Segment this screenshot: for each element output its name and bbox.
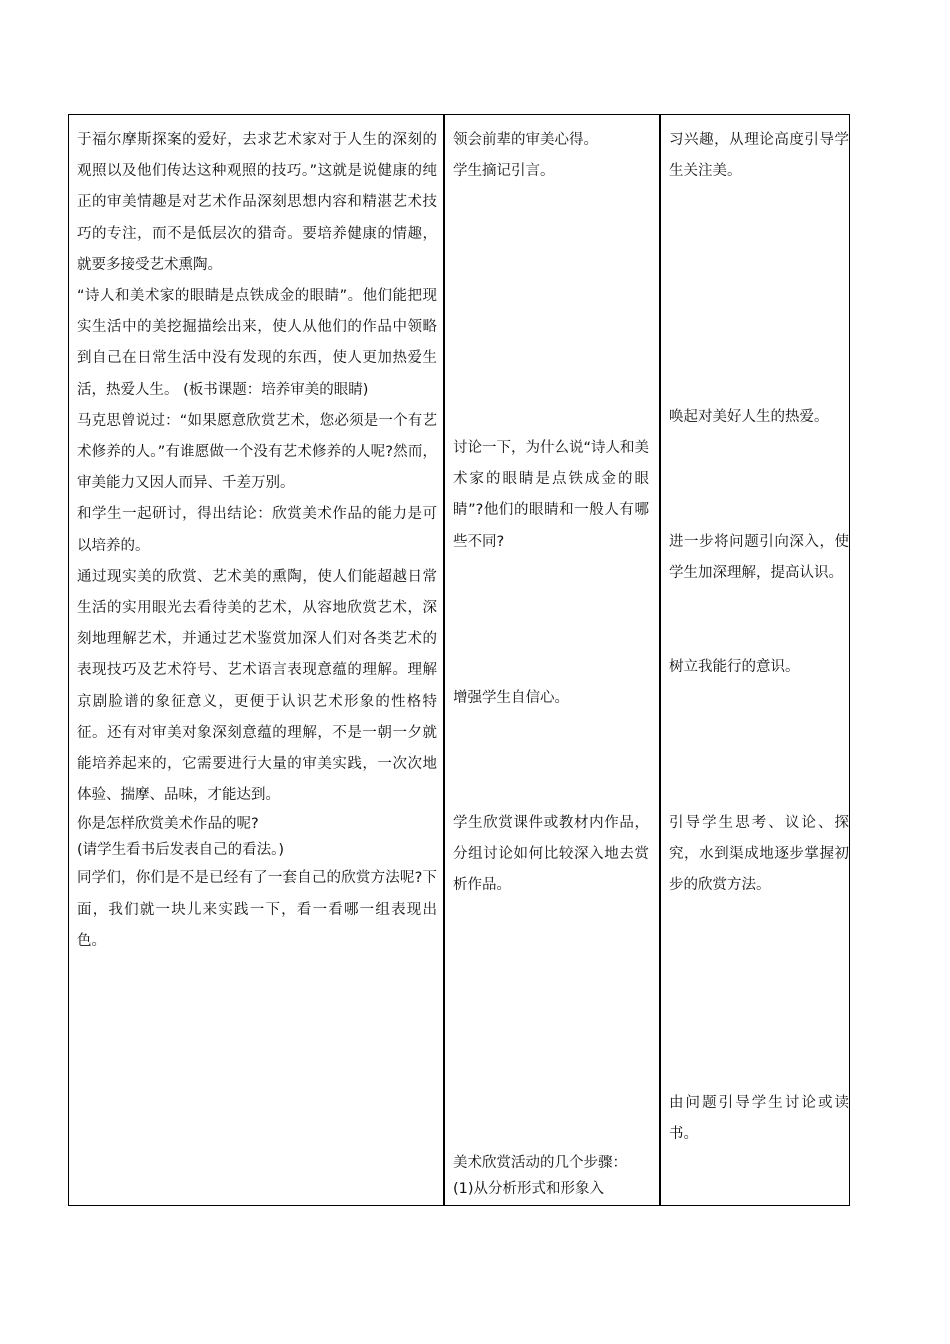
intent-block-2	[669, 402, 849, 433]
intent-block-4	[669, 652, 849, 683]
student-block-2	[453, 433, 649, 558]
content-paragraph-5: 通过现实美的欣赏、艺术美的熏陶，使人们能超越日常生活的实用眼光去看待美的艺术，从容地欣赏艺术，深刻地理解艺术，并通过艺术鉴赏加深人们对各类艺术的表现技巧及艺术符号、艺术语言表现意蕴的理解。理解京剧脸谱的象征意义，更便于认识艺术形象的性格特征。还有对审美对象深刻意蕴的理解，不是一朝一夕就能培养起来的，它需要进行大量的审美实践，一次次地体验、揣摩、品味，才能达到。	[77, 568, 437, 804]
student-text-3: 讨论一下，为什么说“诗人和美术家的眼睛是点铁成金的眼睛”?他们的眼睛和一般人有哪些不同?	[453, 440, 650, 550]
student-text-4: 增强学生自信心。	[453, 690, 569, 706]
student-text-1: 领会前辈的审美心得。	[453, 132, 598, 148]
intent-text-5: 引导学生思考、议论、探究，水到渠成地逐步掌握初步的欣赏方法。	[669, 815, 849, 894]
intent-text-6: 由问题引导学生讨论或读书。	[669, 1095, 849, 1143]
teaching-content-column	[69, 115, 445, 1205]
student-text-7: (1)从分析形式和形象入	[453, 1181, 605, 1197]
teaching-content-text	[77, 125, 437, 957]
intent-block-6	[669, 1088, 849, 1150]
intent-text-4: 树立我能行的意识。	[669, 659, 800, 675]
intent-block-5	[669, 808, 849, 902]
lesson-plan-table	[68, 114, 850, 1206]
student-text-6: 美术欣赏活动的几个步骤：	[453, 1155, 627, 1171]
student-block-4	[453, 808, 649, 902]
content-paragraph-6: 你是怎样欣赏美术作品的呢?	[77, 816, 259, 833]
intent-text-2: 唤起对美好人生的热爱。	[669, 409, 829, 425]
intent-text-3: 进一步将问题引向深入，使学生加深理解，提高认识。	[669, 534, 849, 582]
intent-block-3	[669, 527, 849, 589]
student-activity-column	[445, 115, 661, 1205]
content-paragraph-3: 马克思曾说过：“如果愿意欣赏艺术，您必须是一个有艺术修养的人。”有谁愿做一个没有艺术修养的人呢?然而，审美能力又因人而异、千差万别。	[77, 412, 437, 492]
content-paragraph-8: 同学们，你们是不是已经有了一套自己的欣赏方法呢?下面，我们就一块儿来实践一下，看一看哪一组表现出色。	[77, 870, 437, 949]
student-text-5: 学生欣赏课件或教材内作品，分组讨论如何比较深入地去赏析作品。	[453, 815, 649, 894]
content-paragraph-7: (请学生看书后发表自己的看法。)	[77, 842, 285, 859]
design-intent-column	[661, 115, 849, 1205]
content-paragraph-1: 于福尔摩斯探案的爱好，去求艺术家对于人生的深刻的观照以及他们传达这种观照的技巧。”这就是说健康的纯正的审美情趣是对艺术作品深刻思想内容和精湛艺术技巧的专注，而不是低层次的猎奇。要培养健康的情趣，就要多接受艺术熏陶。	[77, 132, 437, 273]
student-block-5	[453, 1150, 649, 1202]
intent-text-1: 习兴趣，从理论高度引导学生关注美。	[669, 132, 849, 180]
content-paragraph-2: “诗人和美术家的眼睛是点铁成金的眼睛”。他们能把现实生活中的美挖掘描绘出来，使人从他们的作品中领略到自己在日常生活中没有发现的东西，使人更加热爱生活，热爱人生。 (板书课题：培养审美的眼睛)	[77, 288, 437, 398]
intent-block-1	[669, 125, 849, 187]
content-paragraph-4: 和学生一起研讨，得出结论：欣赏美术作品的能力是可以培养的。	[77, 506, 437, 554]
student-block-1	[453, 125, 649, 187]
student-text-2: 学生摘记引言。	[453, 163, 555, 180]
student-block-3	[453, 683, 649, 714]
